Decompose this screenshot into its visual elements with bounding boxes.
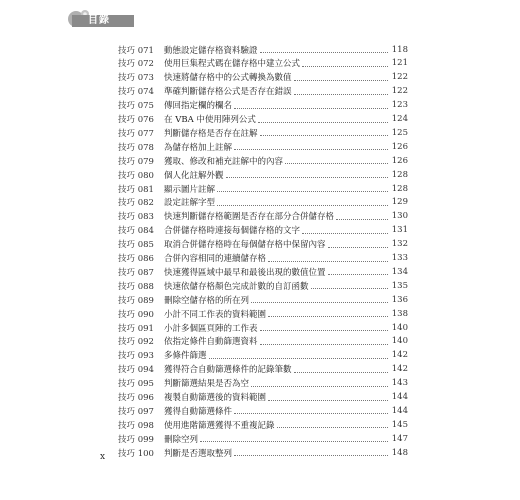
toc-entry[interactable] xyxy=(118,377,408,390)
dot-leader xyxy=(268,316,388,317)
toc-entry[interactable] xyxy=(118,57,408,70)
dot-leader xyxy=(268,400,388,401)
toc-entry[interactable] xyxy=(118,363,408,376)
dot-leader xyxy=(302,233,388,234)
toc-entry[interactable] xyxy=(118,196,408,209)
toc-entry-title: 動態設定儲存格資料驗證 xyxy=(164,45,258,56)
dot-leader xyxy=(277,427,388,428)
toc-entry-number: 技巧 090 xyxy=(118,309,154,320)
toc-entry-title: 取消合併儲存格時在每個儲存格中保留內容 xyxy=(164,240,326,251)
dot-leader xyxy=(285,163,388,164)
toc-entry-number: 技巧 099 xyxy=(118,434,154,445)
dot-leader xyxy=(217,205,388,206)
toc-entry-title: 複製自動篩選後的資料範圍 xyxy=(164,393,267,403)
toc-entry-page: 135 xyxy=(391,280,408,291)
toc-entry-title: 設定註解字型 xyxy=(164,198,216,209)
toc-entry[interactable] xyxy=(118,265,408,278)
toc-entry-page: 138 xyxy=(391,308,408,319)
toc-entry-number: 技巧 097 xyxy=(118,406,154,417)
dot-leader xyxy=(234,108,388,109)
toc-entry-number: 技巧 089 xyxy=(118,295,154,306)
toc-entry-number: 技巧 078 xyxy=(118,142,154,153)
dot-leader xyxy=(294,80,388,81)
toc-entry-page: 128 xyxy=(391,169,408,180)
toc-entry[interactable] xyxy=(118,293,408,306)
toc-entry-title: 獲取、修改和補充註解中的內容 xyxy=(164,156,284,167)
dot-leader xyxy=(328,274,388,275)
toc-entry-title: 為儲存格加上註解 xyxy=(164,142,233,153)
toc-entry-number: 技巧 076 xyxy=(118,115,154,125)
toc-entry-title: 獲得自動篩選條件 xyxy=(164,406,233,417)
toc-entry-number: 技巧 077 xyxy=(118,128,154,139)
dot-leader xyxy=(260,135,388,136)
toc-entry-page: 144 xyxy=(391,405,408,416)
toc-entry-page: 122 xyxy=(391,86,408,97)
toc-entry-title: 使用進階篩選獲得不重複記錄 xyxy=(164,420,275,431)
toc-entry-page: 126 xyxy=(391,141,408,152)
dot-leader xyxy=(260,344,388,345)
toc-entry-title: 準確判斷儲存格公式是否存在錯誤 xyxy=(164,87,292,98)
dot-leader xyxy=(294,94,388,95)
toc-entry[interactable] xyxy=(118,307,408,320)
toc-entry-number: 技巧 086 xyxy=(118,254,154,264)
dot-leader xyxy=(260,52,388,53)
toc-entry-number: 技巧 094 xyxy=(118,365,154,376)
toc-entry[interactable] xyxy=(118,349,408,362)
toc-entry-title: 快速依儲存格顏色完成計數的自訂函數 xyxy=(164,281,309,292)
toc-entry[interactable] xyxy=(118,238,408,251)
toc-entry-number: 技巧 079 xyxy=(118,156,154,167)
toc-entry-page: 122 xyxy=(391,72,408,83)
toc-entry-title: 快速獲得區域中最早和最後出現的數值位置 xyxy=(164,267,326,278)
toc-entry-title: 合併內容相同的連續儲存格 xyxy=(164,254,267,264)
toc-entry[interactable] xyxy=(118,182,408,195)
dot-leader xyxy=(260,330,388,331)
toc-entry-page: 145 xyxy=(391,419,408,430)
toc-entry[interactable] xyxy=(118,321,408,334)
dot-leader xyxy=(294,372,388,373)
toc-entry[interactable] xyxy=(118,113,408,126)
toc-entry[interactable] xyxy=(118,43,408,56)
toc-entry[interactable] xyxy=(118,279,408,292)
toc-entry-number: 技巧 095 xyxy=(118,379,154,390)
toc-entry-page: 136 xyxy=(391,294,408,305)
toc-entry-number: 技巧 083 xyxy=(118,212,154,223)
toc-entry[interactable] xyxy=(118,210,408,223)
dot-leader xyxy=(251,386,388,387)
toc-entry-title: 合併儲存格時連接每個儲存格的文字 xyxy=(164,226,301,237)
dot-leader xyxy=(268,261,388,262)
toc-entry-page: 131 xyxy=(391,225,408,236)
toc-entry-page: 123 xyxy=(391,100,408,111)
toc-entry-page: 132 xyxy=(391,239,408,250)
toc-entry-number: 技巧 084 xyxy=(118,226,154,237)
toc-entry-number: 技巧 096 xyxy=(118,393,154,403)
toc-entry-title: 判斷篩選結果是否為空 xyxy=(164,379,250,390)
toc-entry-page: 125 xyxy=(391,127,408,138)
toc-entry-page: 118 xyxy=(391,44,408,55)
toc-entry[interactable] xyxy=(118,85,408,98)
toc-entry-title: 刪除空儲存格的所在列 xyxy=(164,295,250,306)
toc-entry-page: 124 xyxy=(391,114,408,124)
toc-entry-number: 技巧 088 xyxy=(118,281,154,292)
toc-entry-title: 小計多個區頁陣的工作表 xyxy=(164,323,258,334)
toc-entry-number: 技巧 080 xyxy=(118,170,154,181)
toc-entry-number: 技巧 092 xyxy=(118,337,154,348)
toc-entry-title: 快速判斷儲存格範圍是否存在部分合併儲存格 xyxy=(164,212,335,223)
toc-entry[interactable] xyxy=(118,224,408,237)
toc-entry-page: 142 xyxy=(391,364,408,375)
toc-entry-title: 傳回指定欄的欄名 xyxy=(164,101,233,112)
dot-leader xyxy=(328,247,388,248)
toc-entry-number: 技巧 075 xyxy=(118,101,154,112)
dot-leader xyxy=(217,191,388,192)
toc-entry[interactable] xyxy=(118,71,408,84)
toc-entry[interactable] xyxy=(118,335,408,348)
toc-entry[interactable] xyxy=(118,446,408,459)
dot-leader xyxy=(234,455,388,456)
toc-entry[interactable] xyxy=(118,168,408,181)
toc-entry-title: 刪除空列 xyxy=(164,434,199,445)
toc-entry-number: 技巧 071 xyxy=(118,45,154,56)
toc-entry-number: 技巧 072 xyxy=(118,59,154,70)
toc-entry[interactable] xyxy=(118,154,408,167)
toc-entry-number: 技巧 087 xyxy=(118,267,154,278)
toc-entry[interactable] xyxy=(118,391,408,404)
toc-entry[interactable] xyxy=(118,418,408,431)
toc-entry[interactable] xyxy=(118,126,408,139)
toc-entry-title: 獲得符合自動篩選條件的記錄筆數 xyxy=(164,365,292,376)
toc-entry-page: 140 xyxy=(391,336,408,347)
toc-entry-title: 依指定條件自動篩選資料 xyxy=(164,337,258,348)
page-number: x xyxy=(100,452,106,462)
dot-leader xyxy=(251,302,388,303)
toc-entry-title: 使用巨集程式碼在儲存格中建立公式 xyxy=(164,59,301,70)
toc-entry[interactable] xyxy=(118,99,408,112)
toc-entry-page: 140 xyxy=(391,322,408,333)
toc-entry-number: 技巧 098 xyxy=(118,420,154,431)
toc-entry-title: 多條件篩選 xyxy=(164,351,207,362)
toc-entry-number: 技巧 082 xyxy=(118,198,154,209)
toc-entry-page: 130 xyxy=(391,211,408,222)
toc-entry-number: 技巧 093 xyxy=(118,351,154,362)
page-title: 目錄 xyxy=(88,15,110,26)
toc-entry-title: 判斷儲存格是否存在註解 xyxy=(164,128,258,139)
toc-entry[interactable] xyxy=(118,140,408,153)
toc-entry-title: 小計不同工作表的資料範圍 xyxy=(164,309,267,320)
dot-leader xyxy=(258,122,388,123)
toc-entry-title: 在 VBA 中使用陣列公式 xyxy=(164,115,256,125)
dot-leader xyxy=(226,177,388,178)
toc-entry-page: 143 xyxy=(391,378,408,389)
dot-leader xyxy=(200,441,388,442)
dot-leader xyxy=(234,413,388,414)
toc-entry-page: 133 xyxy=(391,253,408,263)
toc-entry-page: 148 xyxy=(391,447,408,458)
toc-entry-title: 判斷是否選取整列 xyxy=(164,448,233,459)
toc-entry-number: 技巧 073 xyxy=(118,73,154,84)
dot-leader xyxy=(209,358,388,359)
toc-entry-page: 121 xyxy=(391,58,408,69)
toc-entry-page: 147 xyxy=(391,433,408,444)
toc-entry-page: 144 xyxy=(391,392,408,402)
toc-entry-number: 技巧 085 xyxy=(118,240,154,251)
dot-leader xyxy=(311,288,388,289)
toc-header-tab xyxy=(66,12,140,29)
toc-entry-number: 技巧 100 xyxy=(118,448,154,459)
toc-entry[interactable] xyxy=(118,252,408,265)
toc-entry[interactable] xyxy=(118,432,408,445)
toc-entry-page: 126 xyxy=(391,155,408,166)
toc-entry[interactable] xyxy=(118,404,408,417)
toc-entry-number: 技巧 074 xyxy=(118,87,154,98)
toc-entry-page: 129 xyxy=(391,197,408,208)
toc-entry-title: 個人化註解外觀 xyxy=(164,170,224,181)
toc-entry-page: 134 xyxy=(391,266,408,277)
toc-entry-number: 技巧 081 xyxy=(118,184,154,195)
dot-leader xyxy=(336,219,388,220)
dot-leader xyxy=(234,149,388,150)
toc-entry-page: 128 xyxy=(391,183,408,194)
toc-entry-number: 技巧 091 xyxy=(118,323,154,334)
toc-entry-page: 142 xyxy=(391,350,408,361)
toc-entry-title: 快速將儲存格中的公式轉換為數值 xyxy=(164,73,292,84)
dot-leader xyxy=(302,66,388,67)
toc-entry-title: 顯示圖片註解 xyxy=(164,184,216,195)
